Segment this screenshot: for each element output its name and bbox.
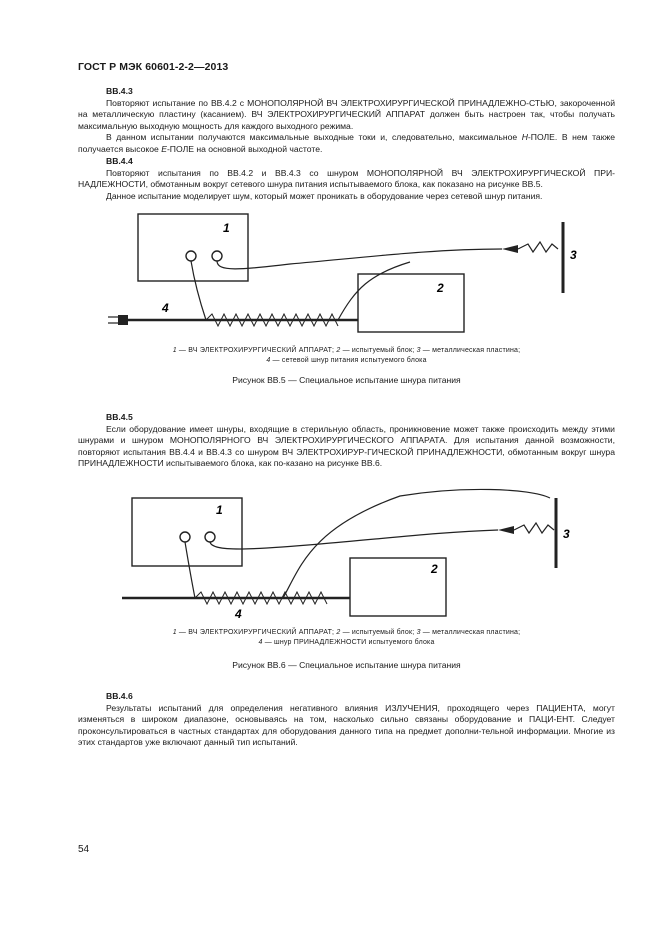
active-cable [217, 249, 502, 269]
label-4: 4 [235, 607, 242, 621]
output-socket-1 [180, 532, 190, 542]
paragraph: Данное испытание моделирует шум, который может проникать в оборудование через сетевой шнур питания. [106, 190, 543, 201]
label-1: 1 [216, 503, 223, 517]
active-cable [210, 530, 498, 549]
accessory-handle [502, 245, 518, 253]
paragraph: В данном испытании получаются максимальные выходные токи и, следовательно, максимальное H-ПОЛЕ. В нем также получается высокое E-ПОЛЕ на основной выходной частоте. [78, 132, 616, 154]
output-socket-1 [186, 251, 196, 261]
section-bb-4-5 [78, 412, 615, 470]
spark-icon [518, 242, 558, 252]
output-socket-2 [205, 532, 215, 542]
output-socket-2 [212, 251, 222, 261]
page-number: 54 [78, 844, 90, 855]
figure-bb-5-legend: 1 — ВЧ ЭЛЕКТРОХИРУРГИЧЕСКИЙ АППАРАТ; 2 — испытуемый блок; 3 — металлическая пластина; 4 — сетевой шнур питания испытуемого блока [172, 347, 521, 364]
paragraph: Если оборудование имеет шнуры, входящие в стерильную область, проникновение может также происходить между этими шнурами и шнуром МОНОПОЛЯРНОГО ВЧ ЭЛЕКТРОХИРУРГИЧЕСКОГО АППАРАТА. Для испытания данной возможности, повторяют испытания BB.4.4 и BB.4.3 со шнуром ВЧ ЭЛЕКТРОХИРУР-ГИЧЕСКОЙ ПРИНАДЛЕЖНОСТИ, обмотанным вокруг шнура ПРИНАДЛЕЖНОСТИ испытываемого блока, как по-казано на рисунке BB.6. [78, 423, 615, 469]
section-bb-4-4 [78, 156, 615, 202]
winding-return [338, 262, 410, 320]
section-title: BB.4.6 [106, 691, 133, 701]
accessory-handle [498, 526, 514, 534]
figure-bb-5-title: Рисунок BB.5 — Специальное испытание шнура питания [232, 375, 461, 385]
section-bb-4-3 [78, 86, 615, 156]
label-2: 2 [437, 281, 444, 295]
paragraph: Результаты испытаний для определения негативного влияния ИЗЛУЧЕНИЯ, проходящего через ПАЦИЕНТА, могут изменяться в широком диапазоне, основываясь на том, насколько сильно связаны оборудование и ПАЦИ-ЕНТ. Следует проконсультироваться в частных стандартах для оборудования данного типа на предмет дополни-тельной информации. Многие из этих стандартов уже включают данный тип испытаний. [78, 702, 615, 748]
label-2: 2 [431, 562, 438, 576]
figure-bb-5-diagram [100, 204, 590, 339]
label-3: 3 [563, 527, 570, 541]
figure-bb-6-legend: 1 — ВЧ ЭЛЕКТРОХИРУРГИЧЕСКИЙ АППАРАТ; 2 — испытуемый блок; 3 — металлическая пластина; 4 — шнур ПРИНАДЛЕЖНОСТИ испытуемого блока [172, 629, 521, 646]
document-header: ГОСТ Р МЭК 60601-2-2—2013 [78, 61, 229, 73]
figure-bb-6-diagram [100, 488, 590, 623]
figure-bb-6-title: Рисунок BB.6 — Специальное испытание шнура питания [232, 660, 461, 670]
label-1: 1 [223, 221, 230, 235]
paragraph: Повторяют испытания по BB.4.2 и BB.4.3 со шнуром МОНОПОЛЯРНОЙ ВЧ ЭЛЕКТРОХИРУРГИЧЕСКОЙ ПРИ-НАДЛЕЖНОСТИ, обмотанным вокруг сетевого шнура питания испытываемого блока, как показано на рисунке BB.5. [78, 167, 615, 190]
section-title: BB.4.5 [106, 412, 133, 422]
mains-plug-icon [118, 315, 128, 325]
return-lead [185, 542, 195, 598]
label-4: 4 [162, 301, 169, 315]
test-unit-box [358, 274, 464, 332]
spark-icon [514, 523, 554, 533]
return-lead [191, 261, 206, 320]
label-3: 3 [570, 248, 577, 262]
section-bb-4-6 [78, 691, 615, 749]
section-title: BB.4.4 [106, 156, 133, 166]
section-title: BB.4.3 [106, 86, 133, 96]
paragraph: Повторяют испытание по BB.4.2 с МОНОПОЛЯРНОЙ ВЧ ЭЛЕКТРОХИРУРГИЧЕСКОЙ ПРИНАДЛЕЖНО-СТЬЮ, закороченной на металлическую пластину (касанием). ВЧ ЭЛЕКТРОХИРУРГИЧЕСКИЙ АППАРАТ должен быть настроен так, чтобы получать максимальную выходную мощность для каждого выходного режима. [78, 97, 615, 131]
